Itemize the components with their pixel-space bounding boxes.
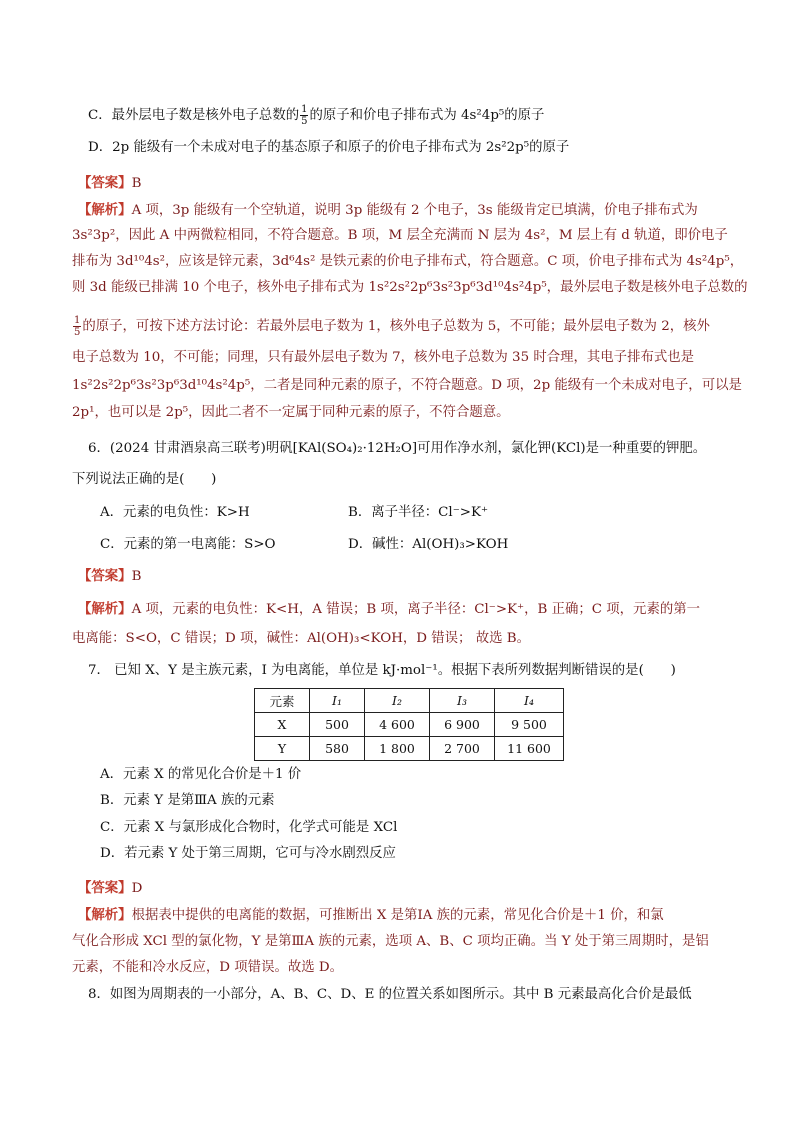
- fraction: [73, 315, 81, 338]
- q5-explanation-line-6: 电子总数为 10，不可能；同理，只有最外层电子数为 7，核外电子总数为 35 时合理，其电子排布式也是: [72, 350, 695, 365]
- table-header-cell: 元素: [255, 689, 310, 713]
- explanation-label: 【解析】: [78, 202, 132, 218]
- q5-explanation-line-1: [78, 202, 698, 219]
- q6-option-d: D．碱性：Al(OH)₃>KOH: [348, 537, 509, 552]
- answer-label: 【答案】: [78, 568, 132, 584]
- table-cell: 6 900: [430, 713, 495, 737]
- fraction: [300, 104, 308, 127]
- answer-label: 【答案】: [78, 175, 132, 191]
- table-header-cell: I₄: [495, 689, 564, 713]
- table-cell: Y: [255, 737, 310, 761]
- answer-value: B: [131, 176, 142, 191]
- q5-option-c-text-post: 的原子和价电子排布式为 4s²4p⁵的原子: [309, 108, 545, 123]
- table-cell: 1 800: [365, 737, 430, 761]
- q5-option-c-text-pre: C．最外层电子数是核外电子总数的: [88, 108, 300, 123]
- q6-explanation-line-2: 电离能：S<O，C 错误；D 项，碱性：Al(OH)₃<KOH，D 错误； 故选 B。: [72, 631, 530, 646]
- table-cell: 9 500: [495, 713, 564, 737]
- table-header-row: [255, 689, 564, 713]
- q6-option-c: C．元素的第一电离能：S>O: [100, 537, 276, 552]
- ionization-energy-table: [254, 688, 564, 761]
- q5-explanation-line-4: 则 3d 能级已排满 10 个电子，核外电子排布式为 1s²2s²2p⁶3s²3p⁶3d¹⁰4s²4p⁵，最外层电子数是核外电子总数的: [72, 280, 748, 295]
- q5-explanation-line-5: [72, 315, 710, 338]
- q7-explanation-line-3: 元素，不能和冷水反应，D 项错误。故选 D。: [72, 960, 344, 975]
- q5-explanation-line-7: 1s²2s²2p⁶3s²3p⁶3d¹⁰4s²4p⁵，二者是同种元素的原子，不符合题意。D 项，2p 能级有一个未成对电子，可以是: [72, 378, 742, 393]
- table-cell: 11 600: [495, 737, 564, 761]
- q7-explanation-line-1: [78, 907, 664, 924]
- q7-stem: 7． 已知 X、Y 是主族元素，I 为电离能，单位是 kJ·mol⁻¹。根据下表所列数据判断错误的是( ): [88, 663, 676, 678]
- answer-label: 【答案】: [78, 880, 132, 896]
- explanation-text: A 项，元素的电负性：K<H，A 错误；B 项，离子半径：Cl⁻>K⁺，B 正确；C 项，元素的第一: [131, 602, 701, 617]
- q7-option-b: B．元素 Y 是第ⅢA 族的元素: [100, 793, 275, 808]
- q5-explanation-line-2: 3s²3p²，因此 A 中两微粒相同，不符合题意。B 项，M 层全充满而 N 层为 4s²，M 层上有 d 轨道，即价电子: [72, 228, 728, 243]
- explanation-text: 的原子，可按下述方法讨论：若最外层电子数为 1，核外电子总数为 5，不可能；最外层电子数为 2，核外: [82, 319, 710, 334]
- table-cell: 2 700: [430, 737, 495, 761]
- fraction-denominator: 5: [301, 116, 308, 127]
- explanation-text: 根据表中提供的电离能的数据，可推断出 X 是第ⅠA 族的元素，常见化合价是＋1 价，和氯: [131, 908, 664, 923]
- table-cell: 580: [310, 737, 365, 761]
- answer-value: B: [131, 569, 142, 584]
- q6-stem-line-2: 下列说法正确的是( ): [72, 472, 217, 487]
- table-header-cell: I₂: [365, 689, 430, 713]
- q7-answer: [78, 880, 142, 897]
- table-row: [255, 713, 564, 737]
- q5-option-d: D．2p 能级有一个未成对电子的基态原子和原子的价电子排布式为 2s²2p⁵的原子: [88, 140, 570, 155]
- explanation-label: 【解析】: [78, 601, 132, 617]
- table-cell: 4 600: [365, 713, 430, 737]
- explanation-label: 【解析】: [78, 907, 132, 923]
- fraction-denominator: 5: [74, 327, 81, 338]
- q5-explanation-line-8: 2p¹，也可以是 2p⁵，因此二者不一定属于同种元素的原子，不符合题意。: [72, 405, 510, 420]
- q5-answer: [78, 175, 141, 192]
- table-row: [255, 737, 564, 761]
- fraction-numerator: 1: [74, 315, 81, 326]
- q6-stem-line-1: 6．(2024 甘肃酒泉高三联考)明矾[KAl(SO₄)₂·12H₂O]可用作净水剂，氯化钾(KCl)是一种重要的钾肥。: [88, 441, 707, 456]
- q6-explanation-line-1: [78, 601, 700, 618]
- q6-answer: [78, 568, 141, 585]
- q7-explanation-line-2: 气化合形成 XCl 型的氯化物，Y 是第ⅢA 族的元素，选项 A、B、C 项均正确。当 Y 处于第三周期时，是铝: [72, 934, 709, 949]
- q6-option-b: B．离子半径：Cl⁻>K⁺: [348, 505, 489, 520]
- q7-option-d: D．若元素 Y 处于第三周期，它可与冷水剧烈反应: [100, 846, 396, 861]
- q7-option-c: C．元素 X 与氯形成化合物时，化学式可能是 XCl: [100, 820, 398, 835]
- q7-option-a: A．元素 X 的常见化合价是＋1 价: [100, 767, 302, 782]
- q5-explanation-line-3: 排布为 3d¹⁰4s²，应该是锌元素，3d⁶4s² 是铁元素的价电子排布式，符合题意。C 项，价电子排布式为 4s²4p⁵，: [72, 254, 744, 269]
- table-cell: 500: [310, 713, 365, 737]
- table-header-cell: I₁: [310, 689, 365, 713]
- explanation-text: A 项，3p 能级有一个空轨道，说明 3p 能级有 2 个电子，3s 能级肯定已填满，价电子排布式为: [131, 203, 698, 218]
- q6-option-a: A．元素的电负性：K>H: [100, 505, 250, 520]
- q8-stem-line-1: 8．如图为周期表的一小部分，A、B、C、D、E 的位置关系如图所示。其中 B 元素最高化合价是最低: [88, 987, 692, 1002]
- fraction-numerator: 1: [301, 104, 308, 115]
- table-cell: X: [255, 713, 310, 737]
- answer-value: D: [131, 881, 143, 896]
- q5-option-c: [88, 104, 544, 127]
- table-header-cell: I₃: [430, 689, 495, 713]
